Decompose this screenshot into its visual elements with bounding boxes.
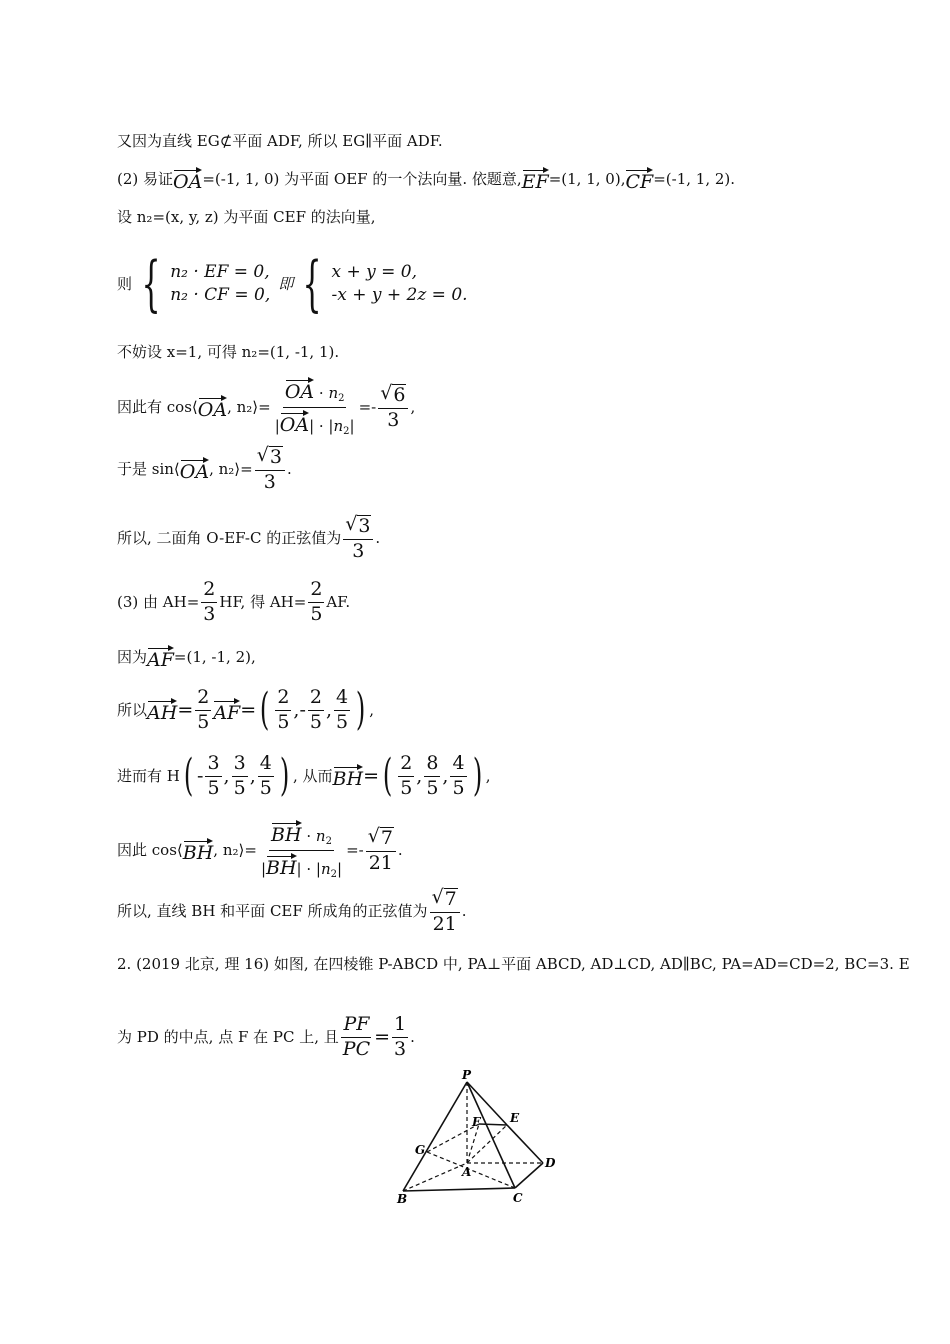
equation: -x + y + 2z = 0.: [331, 285, 468, 305]
text: 不妨设 x=1, 可得 n₂=(1, -1, 1).: [117, 343, 340, 361]
text: 因此 cos⟨: [117, 840, 183, 859]
label-c: C: [513, 1191, 523, 1205]
label-f: F: [472, 1115, 481, 1129]
system-1: [170, 264, 270, 304]
vector-oa: OA: [198, 395, 227, 420]
brace: {: [302, 249, 322, 319]
text: 因为: [117, 648, 148, 666]
brace: {: [141, 249, 161, 319]
line-eg-parallel: [117, 134, 443, 149]
fraction: $\frac{BH \cdot n_2}{|BH| \cdot |n_2|}$: [259, 820, 344, 880]
text: =(1, 1, 0),: [548, 170, 626, 188]
question-2: [117, 957, 910, 972]
label-b: B: [397, 1192, 408, 1206]
fraction: $\frac{2}{5}$: [310, 578, 323, 625]
text: 所以, 二面角 O-EF-C 的正弦值为: [117, 528, 342, 547]
text: 因此有 cos⟨: [117, 397, 198, 416]
text: 所以, 直线 BH 和平面 CEF 所成角的正弦值为: [117, 901, 428, 920]
equation: n₂ · CF = 0,: [170, 285, 271, 305]
text: =-: [358, 397, 377, 416]
text: , n₂⟩=: [209, 459, 253, 478]
equation: x + y = 0,: [331, 262, 417, 282]
question-2-cont: 为 PD 的中点, 点 F 在 PC 上, 且 $\frac{PF}{PC}$ = $\frac{1}{3}$ .: [117, 1013, 415, 1060]
line-ah-vector: 所以 AH = $\frac{2}{5}$ AF = ( $\frac{2}{5}$ ,- $\frac{2}{5}$ , $\frac{4}{5}$ ) ,: [117, 684, 375, 736]
text: 又因为直线 EG⊄平面 ADF, 所以 EG∥平面 ADF.: [117, 132, 443, 150]
system-2: [331, 264, 467, 304]
line-cos-bh: 因此 cos⟨ BH , n₂⟩= $\frac{BH \cdot n_2}{|BH| \cdot |n_2|}$ =- √ 7 21 .: [117, 820, 403, 880]
text: AF.: [326, 592, 351, 611]
fraction: √ 3 3: [343, 515, 373, 562]
text: 即: [278, 274, 294, 293]
vector-oa: OA: [173, 167, 202, 192]
label-p: P: [462, 1070, 472, 1082]
line-system: [117, 249, 468, 319]
vector-af: AF: [147, 645, 174, 670]
label-d: D: [545, 1156, 556, 1170]
text: (3) 由 AH=: [117, 592, 200, 611]
text: 于是 sin⟨: [117, 459, 180, 478]
vector-ef: EF: [522, 167, 549, 192]
line-ah: [117, 580, 350, 625]
fraction: $\frac{OA \cdot n_2}{|OA| \cdot |n_2|}$: [273, 377, 357, 437]
pyramid-figure: [395, 1070, 565, 1210]
text: 进而有 H: [117, 766, 180, 785]
line-sin-oa: 于是 sin⟨ OA , n₂⟩= √ 3 3 .: [117, 444, 292, 493]
line-set-n2: [117, 210, 376, 225]
line-dihedral: 所以, 二面角 O-EF-C 的正弦值为 √ 3 3 .: [117, 513, 381, 562]
text: =(1, -1, 2),: [173, 648, 256, 666]
text: =(-1, 1, 0) 为平面 OEF 的一个法向量. 依题意,: [202, 170, 522, 188]
line-line-angle: 所以, 直线 BH 和平面 CEF 所成角的正弦值为 √ 7 21 .: [117, 886, 467, 935]
text: HF, 得 AH=: [219, 592, 307, 611]
label-g: G: [415, 1143, 426, 1157]
line-af: [117, 645, 256, 670]
text: (2) 易证: [117, 170, 174, 188]
label-a: A: [462, 1165, 472, 1179]
text: 为 PD 的中点, 点 F 在 PC 上, 且: [117, 1027, 339, 1046]
text: , n₂⟩=: [213, 840, 257, 859]
equation: n₂ · EF = 0,: [170, 262, 270, 282]
line-n2-value: [117, 345, 339, 360]
text: , n₂⟩=: [227, 397, 271, 416]
text: ,: [410, 397, 416, 416]
text: =(-1, 1, 2).: [653, 170, 736, 188]
vector-oa: OA: [180, 457, 209, 482]
line-normal-vector: [117, 167, 735, 192]
text: =-: [346, 840, 364, 859]
text: 所以: [117, 700, 148, 719]
fraction: √ 3 3: [255, 446, 285, 493]
text: , 从而: [293, 766, 333, 785]
text: 2. (2019 北京, 理 16) 如图, 在四棱锥 P-ABCD 中, PA⊥平面 ABCD, AD⊥CD, AD∥BC, PA=AD=CD=2, BC=3. E: [117, 955, 910, 973]
line-h-bh: 进而有 H ( - $\frac{3}{5}$ , $\frac{3}{5}$ , $\frac{4}{5}$ ) , 从而 BH = ( $\frac{2}{5}$ , $\frac{8}{5}$ , $\frac{4}{5}$ ) ,: [117, 750, 491, 802]
fraction: √ 6 3: [378, 384, 408, 431]
fraction: $\frac{2}{3}$: [203, 578, 216, 625]
line-cos-oa: [117, 377, 415, 437]
text: 设 n₂=(x, y, z) 为平面 CEF 的法向量,: [117, 208, 376, 226]
vector-cf: CF: [625, 167, 653, 192]
text: 则: [117, 274, 133, 293]
label-e: E: [510, 1111, 520, 1125]
